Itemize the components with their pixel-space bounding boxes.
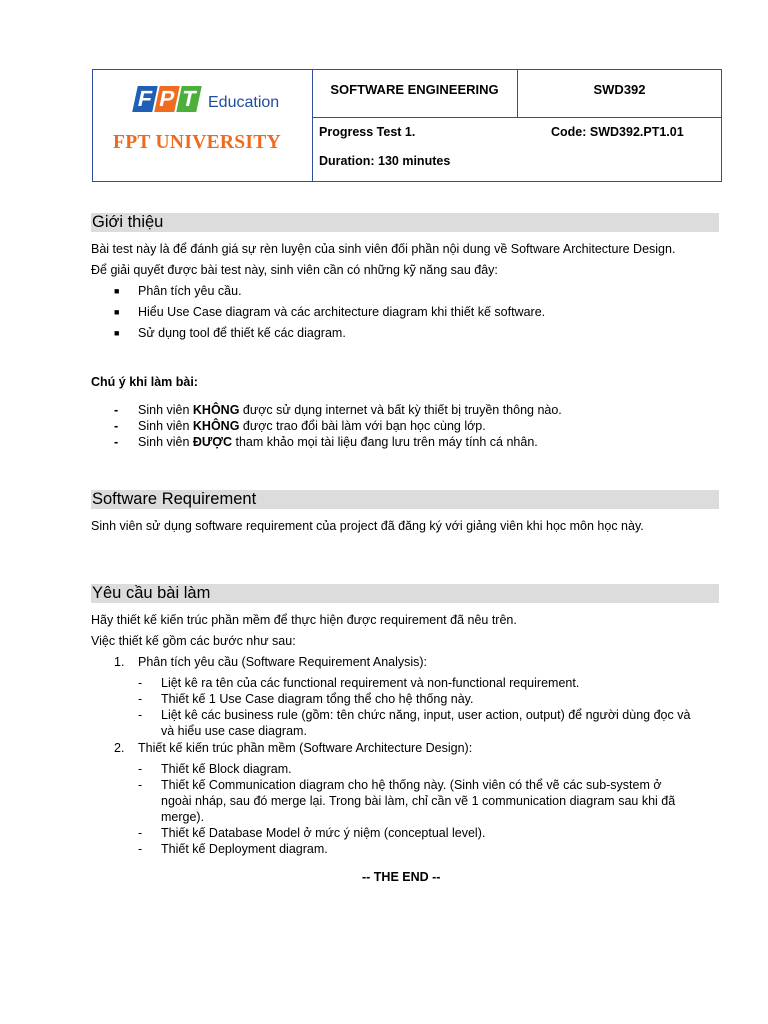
intro-line-1: Bài test này là để đánh giá sự rèn luyện của sinh viên đối phần nội dung về Software Architecture Design. xyxy=(91,242,676,256)
section-heading-intro: Giới thiệu xyxy=(91,213,719,232)
note-text: Sinh viên xyxy=(138,435,193,449)
dash-bullet-icon: - xyxy=(138,676,143,690)
dash-bullet-icon: - xyxy=(138,708,143,722)
test-duration: Duration: 130 minutes xyxy=(319,154,451,168)
fpt-education-logo xyxy=(135,86,280,122)
requirement-line-1: Sinh viên sử dụng software requirement của project đã đăng ký với giảng viên khi học môn học này. xyxy=(91,519,644,533)
notes-title: Chú ý khi làm bài: xyxy=(91,375,198,389)
step-item: Thiết kế Deployment diagram. xyxy=(161,842,328,856)
intro-line-2: Để giải quyết được bài test này, sinh viên cần có những kỹ năng sau đây: xyxy=(91,263,498,277)
logo-letter-f: F xyxy=(132,86,158,112)
step-item: Thiết kế Database Model ở mức ý niệm (conceptual level). xyxy=(161,826,486,840)
note-text: tham khảo mọi tài liệu đang lưu trên máy tính cá nhân. xyxy=(232,435,538,449)
section-heading-requirement: Software Requirement xyxy=(91,490,719,509)
dash-bullet-icon: - xyxy=(114,419,119,433)
bullet-square-icon: ■ xyxy=(114,286,120,296)
course-code: SWD392 xyxy=(518,70,721,118)
logo-letter-p: P xyxy=(154,86,180,112)
test-info-cell xyxy=(312,118,721,181)
dash-bullet-icon: - xyxy=(138,692,143,706)
step-item-continued: merge). xyxy=(161,810,205,824)
test-name: Progress Test 1. xyxy=(319,125,416,139)
dash-bullet-icon: - xyxy=(138,762,143,776)
note-text: Sinh viên xyxy=(138,419,193,433)
step-item-continued: ngoài nháp, sau đó merge lại. Trong bài làm, chỉ cần vẽ 1 communication diagram sau khi đã xyxy=(161,794,676,808)
bullet-square-icon: ■ xyxy=(114,307,120,317)
task-line-2: Việc thiết kế gồm các bước như sau: xyxy=(91,634,296,648)
course-name: SOFTWARE ENGINEERING xyxy=(312,70,518,118)
step-item: Thiết kế Communication diagram cho hệ thống này. (Sinh viên có thể vẽ các sub-system ở xyxy=(161,778,662,792)
note-item xyxy=(138,403,562,417)
test-code: Code: SWD392.PT1.01 xyxy=(551,125,684,139)
step-item: Thiết kế 1 Use Case diagram tổng thể cho hệ thống này. xyxy=(161,692,474,706)
dash-bullet-icon: - xyxy=(114,403,119,417)
skill-item: Sử dụng tool để thiết kế các diagram. xyxy=(138,326,346,340)
step-item: Liệt kê các business rule (gồm: tên chức năng, input, user action, output) để người dùng đọc và xyxy=(161,708,691,722)
bullet-square-icon: ■ xyxy=(114,328,120,338)
note-emphasis: ĐƯỢC xyxy=(192,435,232,449)
note-text: được trao đổi bài làm với bạn học cùng lớp. xyxy=(239,419,486,433)
note-item xyxy=(138,435,538,449)
step-item-continued: và hiểu use case diagram. xyxy=(161,724,307,738)
step-item: Liệt kê ra tên của các functional requirement và non-functional requirement. xyxy=(161,676,580,690)
header-table xyxy=(92,69,722,182)
step-item: Thiết kế Block diagram. xyxy=(161,762,292,776)
skill-item: Hiểu Use Case diagram và các architecture diagram khi thiết kế software. xyxy=(138,305,546,319)
step-number: 1. xyxy=(114,655,125,669)
the-end-marker: -- THE END -- xyxy=(362,870,441,884)
note-text: được sử dụng internet và bất kỳ thiết bị truyền thông nào. xyxy=(239,403,562,417)
logo-cell xyxy=(93,70,313,181)
logo-education-text: Education xyxy=(208,94,280,111)
logo-university-text: FPT UNIVERSITY xyxy=(113,132,281,153)
task-line-1: Hãy thiết kế kiến trúc phần mềm để thực hiện được requirement đã nêu trên. xyxy=(91,613,517,627)
step-number: 2. xyxy=(114,741,125,755)
note-item xyxy=(138,419,486,433)
note-text: Sinh viên xyxy=(138,403,193,417)
dash-bullet-icon: - xyxy=(114,435,119,449)
step-title: Thiết kế kiến trúc phần mềm (Software Architecture Design): xyxy=(138,741,473,755)
dash-bullet-icon: - xyxy=(138,778,143,792)
step-title: Phân tích yêu cầu (Software Requirement Analysis): xyxy=(138,655,428,669)
note-emphasis: KHÔNG xyxy=(192,419,240,433)
logo-letter-t: T xyxy=(176,86,202,112)
dash-bullet-icon: - xyxy=(138,826,143,840)
section-heading-task: Yêu cầu bài làm xyxy=(91,584,719,603)
dash-bullet-icon: - xyxy=(138,842,143,856)
note-emphasis: KHÔNG xyxy=(192,403,240,417)
skill-item: Phân tích yêu cầu. xyxy=(138,284,242,298)
